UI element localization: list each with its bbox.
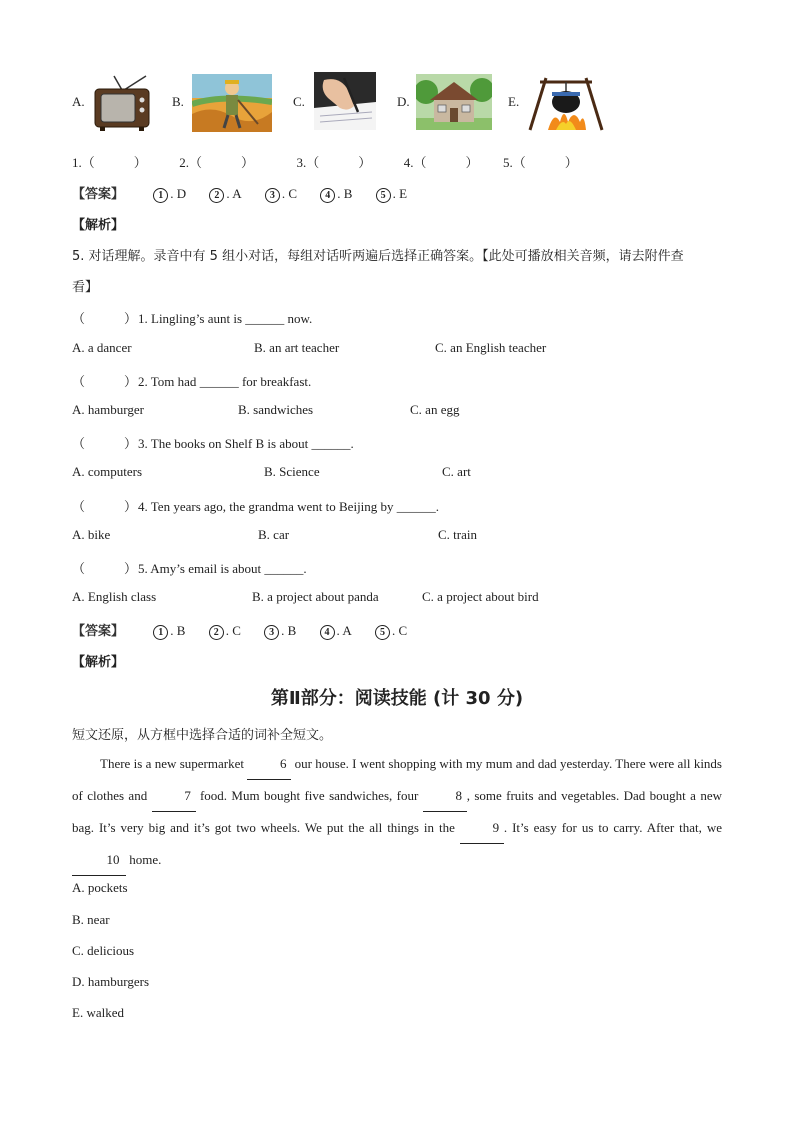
answer-value: . B	[281, 623, 297, 638]
answer-item	[376, 186, 407, 203]
answer-paren: （ ）	[72, 374, 138, 389]
picture-label-d: D.	[397, 94, 410, 109]
answer-paren: （ ）	[72, 311, 138, 326]
option-b: B. Science	[264, 464, 320, 479]
question-stem: 2. Tom had	[138, 374, 200, 389]
answer-value: . B	[170, 623, 186, 638]
picture-label-e: E.	[508, 94, 520, 109]
passage-text: our house. I went shopping with my mum and dad yesterday. There were all kinds of clothes and	[72, 756, 722, 803]
writing-icon	[314, 72, 376, 134]
circled-number: 3	[265, 188, 280, 203]
circled-number: 4	[320, 188, 335, 203]
option-a: A. computers	[72, 464, 143, 479]
option-a: A. bike	[72, 527, 111, 542]
question-stem-end: .	[350, 436, 354, 451]
blank: ______	[264, 561, 304, 576]
analysis-label: 【解析】	[72, 655, 125, 670]
answer-item	[209, 623, 241, 640]
option-b: B. car	[258, 527, 290, 542]
campfire-icon	[526, 72, 606, 136]
question-stem-end: now.	[284, 311, 313, 326]
answer-item	[153, 186, 186, 203]
option-c: C. art	[442, 464, 471, 479]
answer-label: 【答案】	[72, 624, 125, 639]
question-number: 5.（ ）	[503, 155, 578, 170]
picture-label-b: B.	[172, 94, 184, 109]
answer-item	[320, 186, 352, 203]
listening-question-1	[72, 308, 312, 327]
passage-text: . It’s easy for us to carry. After that, we	[503, 820, 723, 835]
choice-a: A. pockets	[72, 880, 128, 895]
listening-question-4	[72, 496, 439, 515]
answer-item	[375, 623, 407, 640]
question-stem-end: .	[303, 561, 307, 576]
section5-instruction-cont: 看】	[72, 280, 99, 295]
answer-item	[265, 186, 297, 203]
answer-value: . E	[392, 186, 408, 201]
passage-text: food. Mum bought five sandwiches, four	[195, 788, 423, 803]
listening-question-2	[72, 371, 311, 390]
blank-6: 6	[247, 748, 291, 780]
tv-icon	[92, 74, 152, 136]
option-a: A. a dancer	[72, 340, 132, 355]
blank-9: 9	[460, 812, 504, 844]
choice-d: D. hamburgers	[72, 974, 150, 989]
option-b: B. sandwiches	[238, 402, 314, 417]
option-b: B. an art teacher	[254, 340, 340, 355]
answer-value: . C	[281, 186, 297, 201]
circled-number: 2	[209, 625, 224, 640]
answer-item	[153, 623, 185, 640]
option-c: C. an English teacher	[435, 340, 547, 355]
circled-number: 4	[320, 625, 335, 640]
choice-b: B. near	[72, 912, 110, 927]
blank-8: 8	[423, 780, 467, 812]
answer-paren: （ ）	[72, 436, 138, 451]
answer-label: 【答案】	[72, 187, 125, 202]
answer-paren: （ ）	[72, 499, 138, 514]
analysis-label: 【解析】	[72, 218, 125, 233]
part2-instruction: 短文还原，从方框中选择合适的词补全短文。	[72, 728, 333, 743]
farmer-icon	[192, 74, 272, 136]
blank: ______	[245, 311, 285, 326]
option-a: A. English class	[72, 589, 157, 604]
picture-label-a: A.	[72, 94, 85, 109]
picture-label-c: C.	[293, 94, 305, 109]
listening-question-3	[72, 433, 354, 452]
question-stem-end: for breakfast.	[238, 374, 312, 389]
answer-value: . C	[225, 623, 241, 638]
question-stem-end: .	[435, 499, 440, 514]
answer-value: . A	[226, 186, 242, 201]
option-c: C. a project about bird	[422, 589, 539, 604]
question-number: 4.（ ）	[403, 155, 479, 170]
answer-value: . B	[337, 186, 353, 201]
question-number: 1.（ ）	[72, 155, 147, 170]
circled-number: 1	[153, 188, 168, 203]
question-stem: 1. Lingling’s aunt is	[138, 311, 246, 326]
circled-number: 5	[376, 188, 391, 203]
circled-number: 2	[209, 188, 224, 203]
question-stem: 4. Ten years ago, the grandma went to Beijing by	[138, 499, 397, 514]
passage-text: There is a new supermarket	[100, 756, 248, 771]
house-icon	[416, 74, 492, 134]
part2-heading: 第Ⅱ部分：阅读技能 (计 30 分)	[270, 688, 524, 709]
question-number: 3.（ ）	[296, 155, 372, 170]
choice-e: E. walked	[72, 1005, 124, 1020]
option-a: A. hamburger	[72, 402, 144, 417]
answer-row-1	[72, 183, 427, 203]
question-number: 2.（ ）	[179, 155, 255, 170]
blank: ______	[396, 499, 436, 514]
reading-passage	[72, 748, 722, 876]
picture-question-row	[72, 152, 599, 171]
passage-text: , some fruits and vegetables. Dad bought a new bag. It’s very big and it’s got two wheels. We put the all things in the	[72, 788, 722, 835]
section5-instruction: 5. 对话理解。录音中有 5 组小对话，每组对话听两遍后选择正确答案。【此处可播放相关音频，请去附件查	[72, 249, 684, 264]
blank-10: 10	[72, 844, 126, 876]
answer-item	[209, 186, 241, 203]
option-c: C. train	[438, 527, 477, 542]
answer-row-2	[72, 620, 427, 640]
circled-number: 5	[375, 625, 390, 640]
option-c: C. an egg	[410, 402, 460, 417]
question-stem: 5. Amy’s email is about	[138, 561, 265, 576]
option-b: B. a project about panda	[252, 589, 379, 604]
listening-question-5	[72, 558, 307, 577]
answer-paren: （ ）	[72, 561, 138, 576]
circled-number: 1	[153, 625, 168, 640]
question-stem: 3. The books on Shelf B is about	[138, 436, 312, 451]
answer-value: . C	[391, 623, 408, 638]
circled-number: 3	[264, 625, 279, 640]
answer-value: . D	[170, 186, 187, 201]
passage-text: home.	[126, 852, 162, 867]
blank-7: 7	[152, 780, 196, 812]
answer-item	[320, 623, 352, 640]
answer-value: . A	[336, 623, 352, 638]
choice-c: C. delicious	[72, 943, 135, 958]
blank: ______	[199, 374, 239, 389]
answer-item	[264, 623, 296, 640]
blank: ______	[311, 436, 351, 451]
